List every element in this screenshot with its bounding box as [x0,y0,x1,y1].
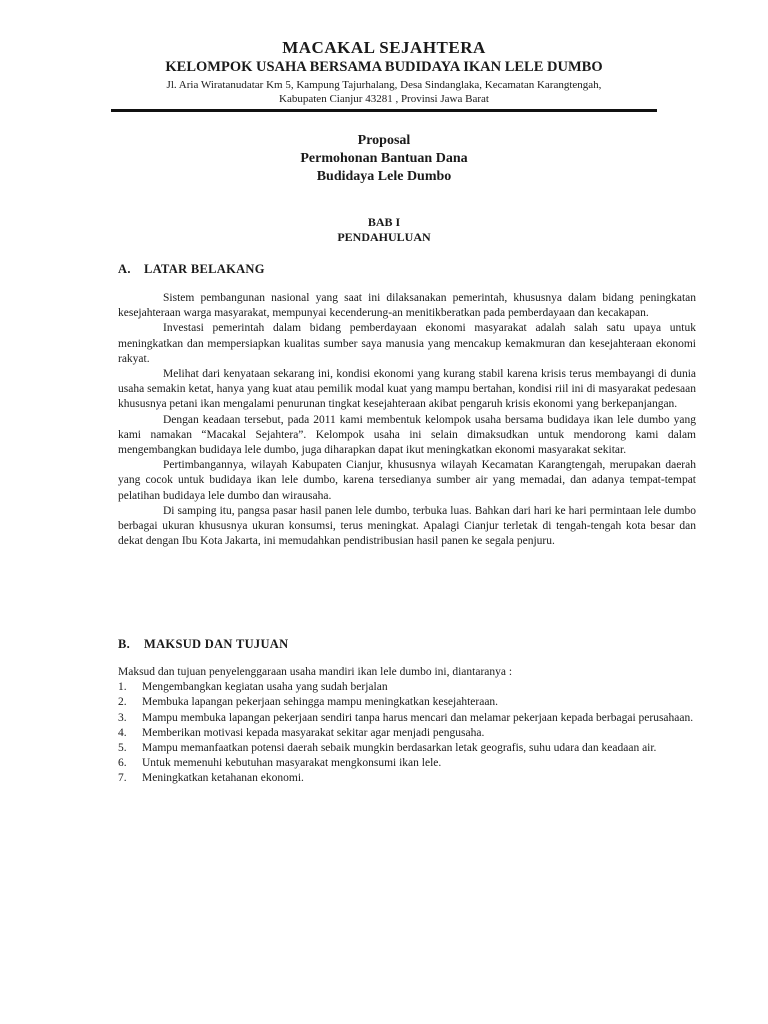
chapter-number: BAB I [367,215,401,229]
document-subtitle: Permohonan Bantuan Dana [300,151,468,166]
list-item-number: 2. [118,696,127,709]
list-item [118,756,696,771]
list-item [118,680,696,695]
section-b-letter: B. [118,637,131,651]
list-item-number: 5. [118,742,127,755]
list-item-text: Untuk memenuhi kebutuhan masyarakat mengkonsumi ikan lele. [142,757,442,770]
list-item [118,741,696,756]
paragraph: Dengan keadaan tersebut, pada 2011 kami membentuk kelompok usaha bersama budidaya ikan lele dumbo yang kami namakan “Macakal Sejahtera”. Kelompok usaha ini selain dimaksudkan untuk mendorong kami dalam mengembangkan budidaya lele dumbo, juga diharapkan dapat ikut meningkatkan ekonomi masyarakat sekitar. [118,413,696,457]
organization-subtitle: KELOMPOK USAHA BERSAMA BUDIDAYA IKAN LELE DUMBO [165,59,603,75]
list-item-text: Mampu membuka lapangan pekerjaan sendiri tanpa harus mencari dan melamar pekerjaan kepada berbagai perusahaan. [142,711,694,724]
list-item-text: Memberikan motivasi kepada masyarakat sekitar agar menjadi pengusaha. [142,726,485,739]
list-item-number: 1. [118,681,127,694]
address-line-1: Jl. Aria Wiratanudatar Km 5, Kampung Tajurhalang, Desa Sindanglaka, Kecamatan Karangtengah, [166,79,602,91]
organization-name: MACAKAL SEJAHTERA [282,38,486,57]
address-line-2: Kabupaten Cianjur 43281 , Provinsi Jawa Barat [279,93,489,105]
document-title: Proposal [357,133,411,148]
list-item [118,726,696,741]
list-item [118,771,696,786]
section-a-heading [118,262,265,277]
paragraph: Melihat dari kenyataan sekarang ini, kondisi ekonomi yang kurang stabil karena krisis terus membayangi di dunia usaha semakin ketat, hanya yang kuat atau pemilik modal kuat yang mampu bertahan, kondisi riil ini di masyarakat pedesaan khususnya petani ikan mengalami penurunan tingkat kesejahteraan akibat pengaruh krisis ekonomi yang berkepanjangan. [118,368,696,411]
chapter-title: PENDAHULUAN [337,230,431,244]
list-item [118,711,696,726]
section-a-body [118,291,696,549]
section-a-letter: A. [118,262,131,276]
list-item-number: 6. [118,757,127,770]
paragraph: Pertimbangannya, wilayah Kabupaten Cianjur, khususnya wilayah Kecamatan Karangtengah, merupakan daerah yang cocok untuk budidaya ikan lele dumbo, karena tersedianya sumber air yang memadai, dan adanya tempat-tempat pelatihan budidaya lele dumbo dan wirausaha. [118,459,696,502]
document-subject: Budidaya Lele Dumbo [316,169,452,184]
list-item-text: Mengembangkan kegiatan usaha yang sudah berjalan [142,681,388,694]
objectives-list [118,680,696,786]
section-a-title: LATAR BELAKANG [144,262,265,276]
section-b-body [118,665,696,787]
section-b-intro: Maksud dan tujuan penyelenggaraan usaha mandiri ikan lele dumbo ini, diantaranya : [118,666,513,678]
section-b-title: MAKSUD DAN TUJUAN [144,637,289,651]
list-item-text: Meningkatkan ketahanan ekonomi. [142,772,304,785]
list-item-number: 7. [118,772,127,785]
list-item-number: 3. [118,711,127,724]
letterhead-divider [111,109,657,112]
list-item-text: Mampu memanfaatkan potensi daerah sebaik mungkin berdasarkan letak geografis, suhu udara dan keadaan air. [142,742,657,755]
paragraph: Di samping itu, pangsa pasar hasil panen lele dumbo, terbuka luas. Bahkan dari hari ke hari permintaan lele dumbo berbagai ukuran khususnya ukuran konsumsi, terus meningkat. Apalagi Cianjur terletak di tengah-tengah kota besar dan dekat dengan Ibu Kota Jakarta, ini memudahkan pendistribusian hasil panen ke segala penjuru. [118,504,696,548]
list-item-number: 4. [118,726,127,739]
list-item-text: Membuka lapangan pekerjaan sehingga mampu meningkatkan kesejahteraan. [142,696,499,709]
paragraph: Investasi pemerintah dalam bidang pemberdayaan ekonomi masyarakat adalah salah satu upaya untuk meningkatkan dan mempersiapkan kualitas sumber saya manusia yang mencakup kemakmuran dan kesejahteraan ekonomi rakyat. [118,322,696,365]
paragraph: Sistem pembangunan nasional yang saat ini dilaksanakan pemerintah, khususnya dalam bidang peningkatan kesejahteraan warga masyarakat, mempunyai kecenderung-an menitikberatkan pada pemberdayaan dan kecakapan. [118,292,696,320]
list-item [118,695,696,710]
section-b-heading [118,637,288,652]
